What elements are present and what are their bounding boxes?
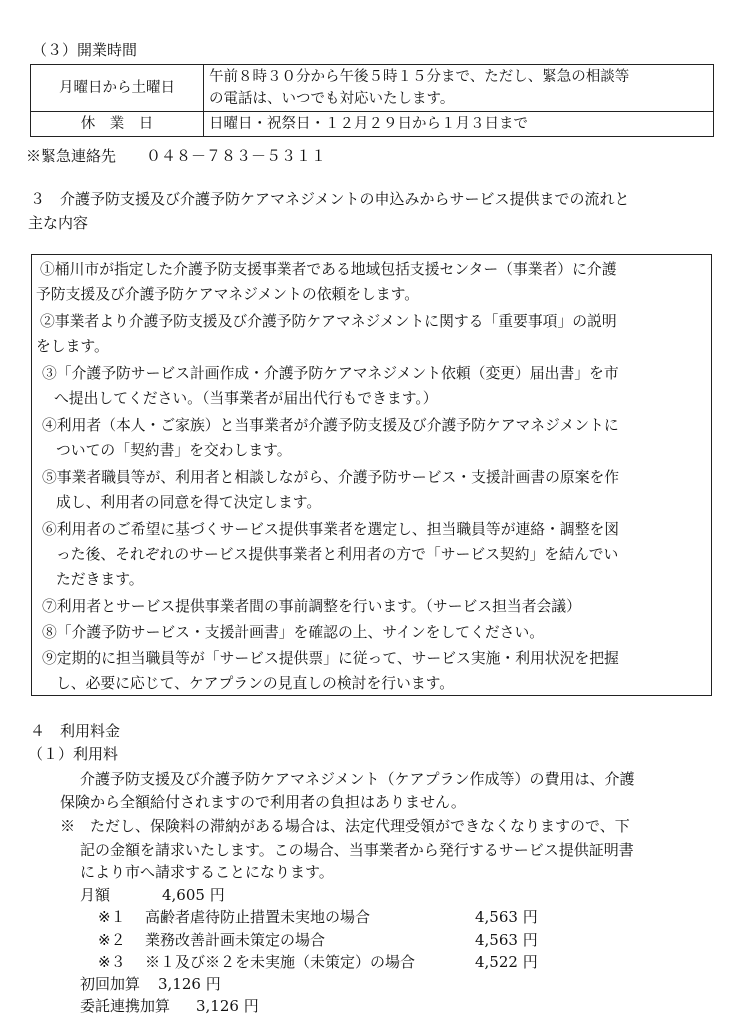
flow-line: ⑦利用者とサービス提供事業者間の事前調整を行います。（サービス担当者会議） [42,598,581,615]
flow-line: ⑧「介護予防サービス・支援計画書」を確認の上、サインをしてください。 [42,624,545,641]
initial-addition-value: 3,126 円 [158,975,221,993]
reduction-mark: ※１ [98,908,126,926]
flow-line: ついての「契約書」を交わします。 [56,442,292,459]
fee-paragraph: 介護予防支援及び介護予防ケアマネジメント（ケアプラン作成等）の費用は、介護 [80,770,635,788]
reduction-value: 4,563 円 [475,908,538,926]
section3-heading-cont: 主な内容 [28,214,89,232]
fee-paragraph-cont: 保険から全額給付されますので利用者の負担はありません。 [60,793,466,811]
reduction-value: 4,522 円 [475,953,538,971]
hours-heading: （３）開業時間 [32,41,138,59]
section3-heading: ３ 介護予防支援及び介護予防ケアマネジメントの申込みからサービス提供までの流れと [30,190,630,208]
reduction-label: 業務改善計画未策定の場合 [145,931,326,949]
table-row [31,112,714,137]
hours-label-weekdays: 月曜日から土曜日 [31,65,204,112]
flow-line: をします。 [36,338,109,355]
referral-addition-label: 委託連携加算 [80,997,171,1015]
flow-line: し、必要に応じて、ケアプランの見直しの検討を行います。 [56,675,455,692]
hours-value-line: 午前８時３０分から午後５時１５分まで、ただし、緊急の相談等 [209,69,630,85]
flow-line: った後、それぞれのサービス提供事業者と利用者の方で「サービス契約」を結んでい [56,546,619,563]
emergency-contact: ※緊急連絡先 ０４８－７８３－５３１１ [26,147,327,165]
flow-box [31,254,712,696]
flow-line: ①桶川市が指定した介護予防支援事業者である地域包括支援センター（事業者）に介護 [40,261,617,278]
hours-value-line: の電話は、いつでも対応いたします。 [209,91,455,107]
flow-line: ⑨定期的に担当職員等が「サービス提供票」に従って、サービス実施・利用状況を把握 [42,650,619,667]
reduction-label: ※１及び※２を未実施（未策定）の場合 [145,953,416,971]
referral-addition-value: 3,126 円 [196,997,259,1015]
table-row [31,65,714,112]
monthly-fee-label: 月額 [80,886,111,904]
flow-line: へ提出してください。（当事業者が届出代行もできます。） [54,390,438,407]
flow-line: ⑤事業者職員等が、利用者と相談しながら、介護予防サービス・支援計画書の原案を作 [42,469,620,486]
flow-line: ③「介護予防サービス計画作成・介護予防ケアマネジメント依頼（変更）届出書」を市 [42,365,619,382]
flow-line: ただきます。 [56,571,144,588]
initial-addition-label: 初回加算 [80,975,141,993]
hours-table [30,64,714,137]
fee-note: ※ ただし、保険料の滞納がある場合は、法定代理受領ができなくなりますので、下 [60,817,630,835]
reduction-mark: ※３ [98,953,126,971]
hours-label-holidays: 休 業 日 [31,112,204,137]
reduction-label: 高齢者虐待防止措置未実地の場合 [145,908,371,926]
flow-line: 予防支援及び介護予防ケアマネジメントの依頼をします。 [36,286,420,303]
fee-note-cont: により市へ請求することになります。 [80,863,334,881]
reduction-mark: ※２ [98,931,126,949]
hours-value-holidays: 日曜日・祝祭日・１２月２９日から１月３日まで [204,112,714,137]
reduction-value: 4,563 円 [475,931,538,949]
fee-subheading: （１）利用料 [28,745,119,763]
flow-line: ④利用者（本人・ご家族）と当事業者が介護予防支援及び介護予防ケアマネジメントに [42,417,619,434]
monthly-fee-value: 4,605 円 [162,886,225,904]
hours-value-weekdays [204,65,714,112]
flow-line: 成し、利用者の同意を得て決定します。 [56,494,322,511]
fee-note-cont: 記の金額を請求いたします。この場合、当事業者から発行するサービス提供証明書 [80,841,634,859]
section4-heading: ４ 利用料金 [30,722,121,740]
flow-line: ②事業者より介護予防支援及び介護予防ケアマネジメントに関する「重要事項」の説明 [40,313,617,330]
flow-line: ⑥利用者のご希望に基づくサービス提供事業者を選定し、担当職員等が連絡・調整を図 [42,521,620,538]
